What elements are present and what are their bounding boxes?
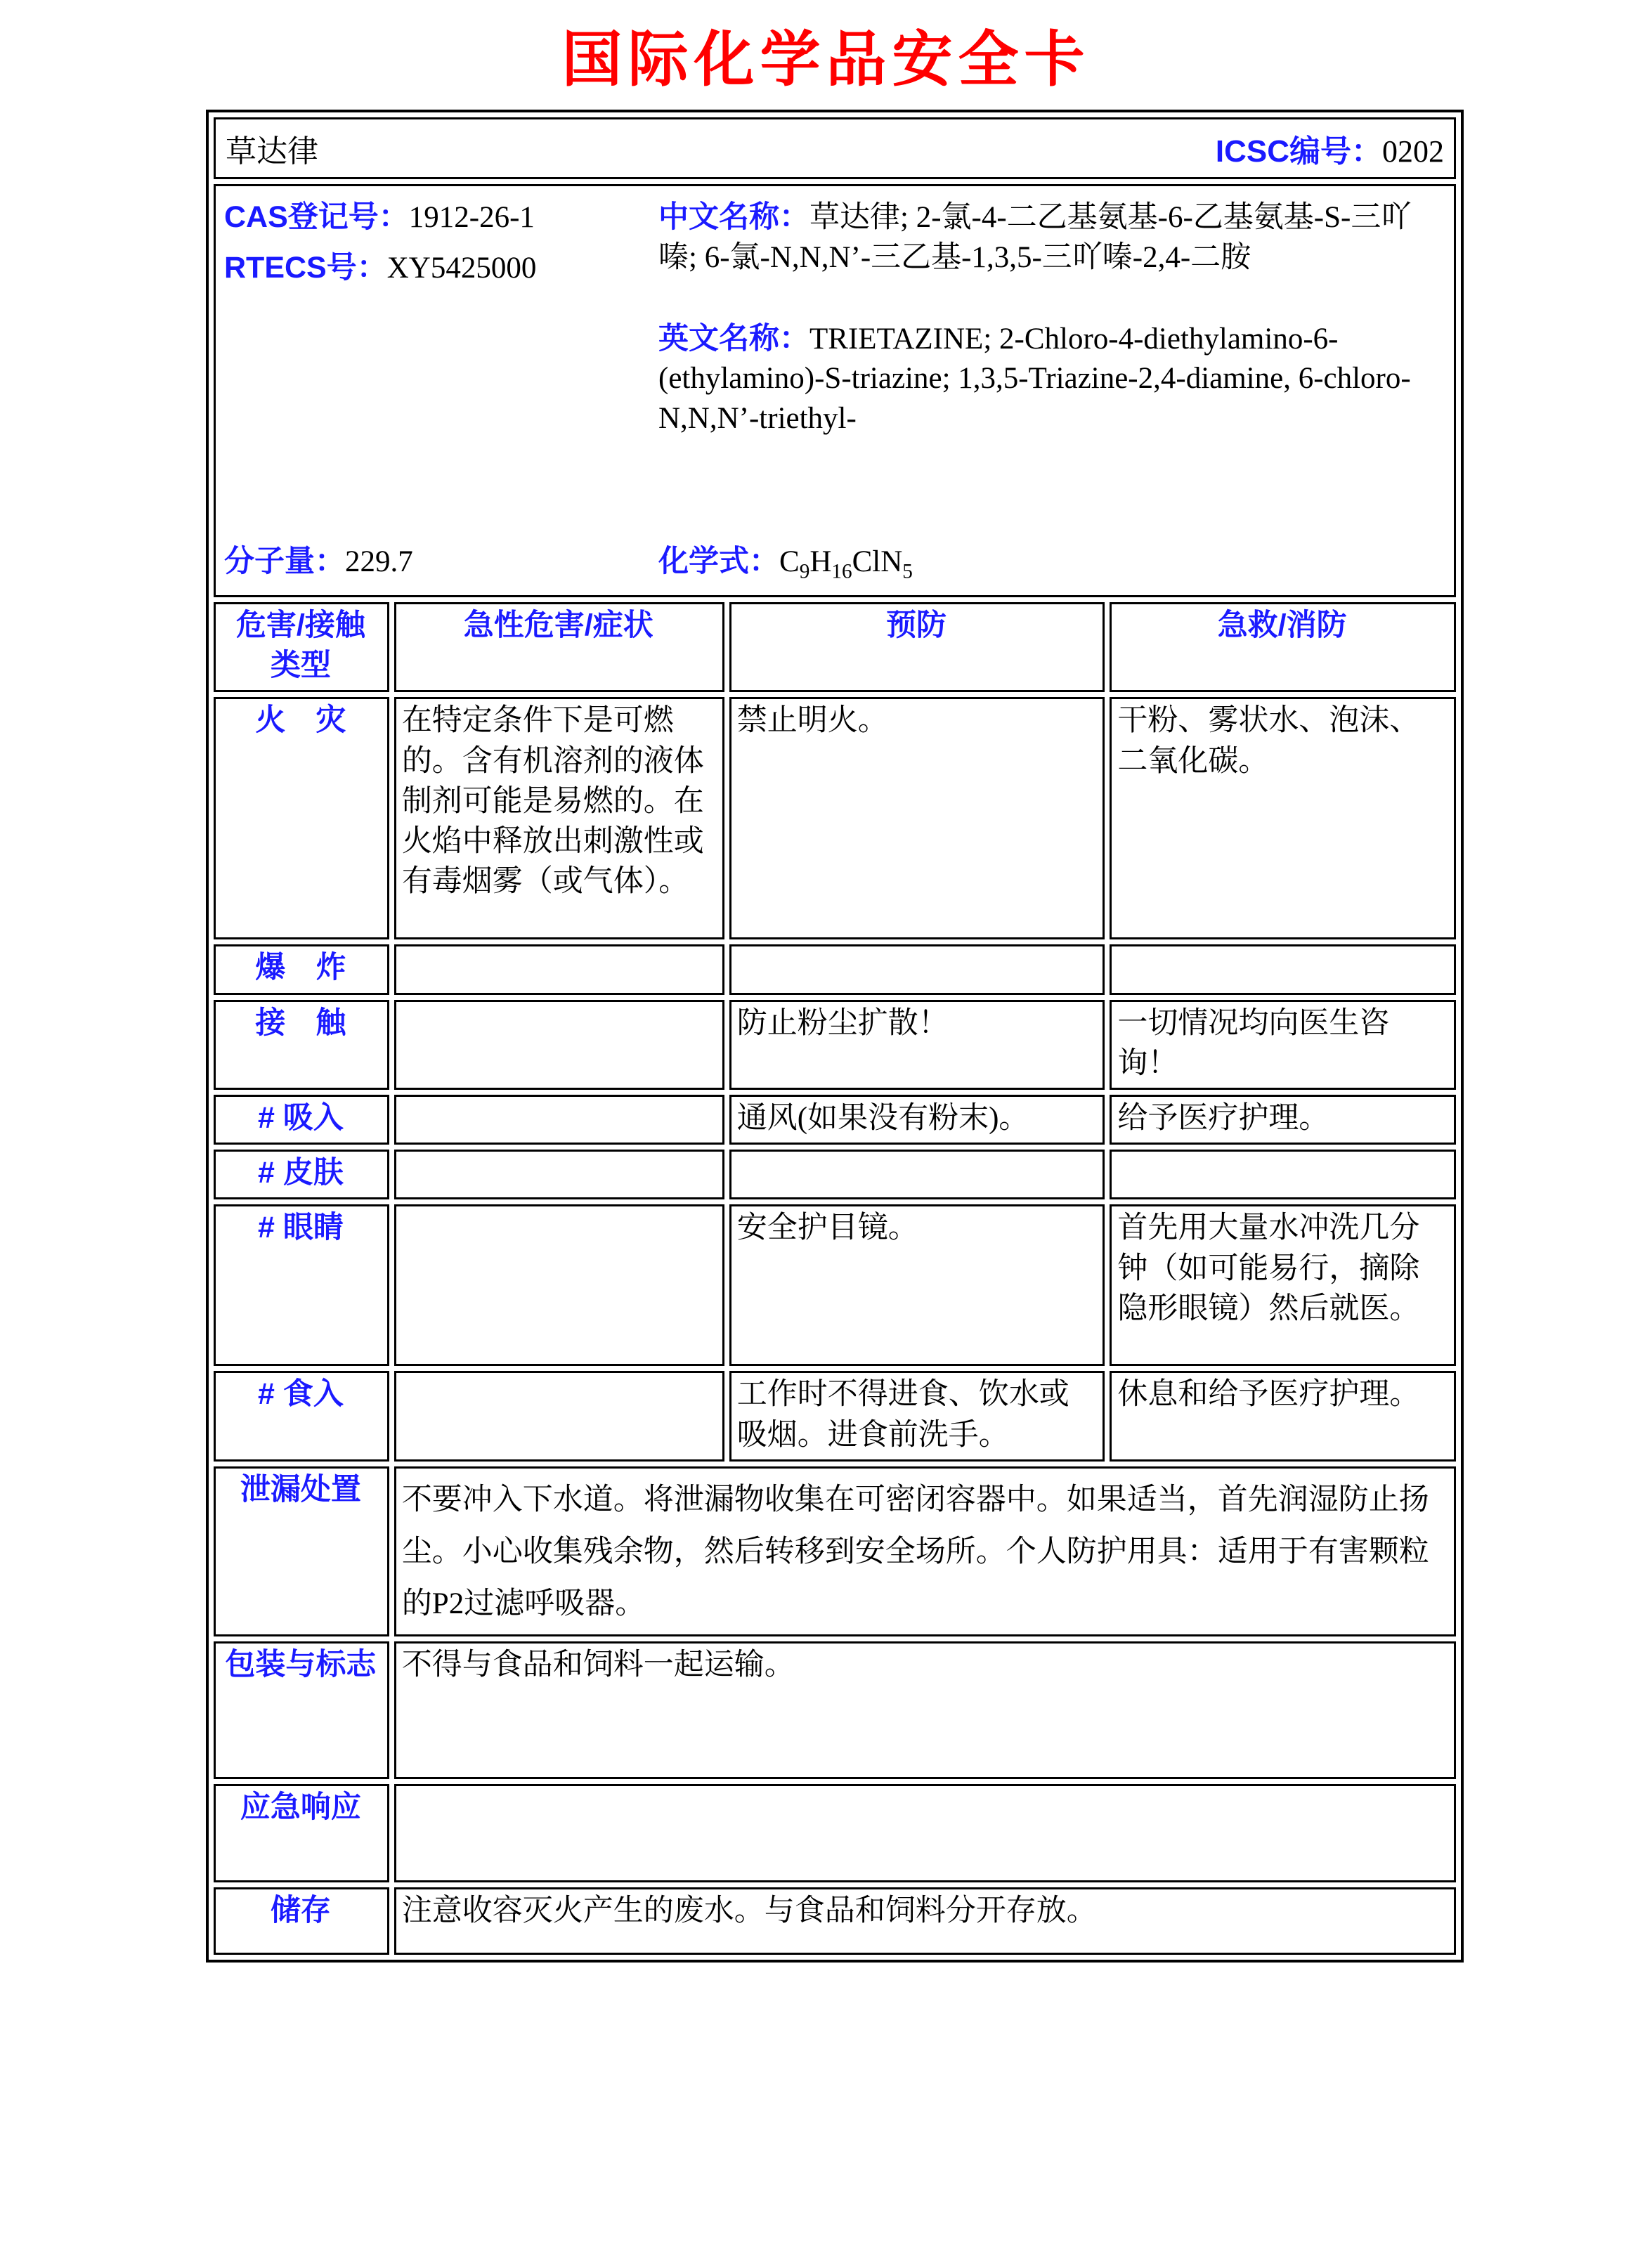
formula-part: ClN	[852, 545, 903, 579]
molecular-weight-label: 分子量：	[224, 545, 345, 579]
header-first-aid: 急救/消防	[1110, 602, 1456, 692]
header-hazard-type-line1: 危害/接触	[235, 608, 365, 642]
inhalation-label: # 吸入	[214, 1095, 389, 1145]
eyes-label: # 眼睛	[214, 1204, 389, 1366]
inhalation-symptoms-cell	[394, 1095, 724, 1145]
explosion-first-aid-cell	[1110, 944, 1456, 994]
chinese-name-label: 中文名称：	[658, 200, 809, 234]
formula-part: C	[779, 545, 800, 579]
icsc-number-group	[1216, 126, 1444, 171]
rtecs-value: XY5425000	[386, 251, 537, 285]
document-frame	[206, 110, 1464, 1963]
storage-content: 注意收容灭火产生的废水。与食品和饲料分开存放。	[394, 1887, 1456, 1955]
formula-subscript: 9	[799, 560, 810, 583]
spill-disposal-label: 泄漏处置	[214, 1466, 389, 1636]
header-hazard-type-line2: 类型	[270, 649, 331, 683]
rtecs-number-line	[224, 248, 658, 289]
section-row-emergency-response	[214, 1784, 1456, 1882]
skin-label: # 皮肤	[214, 1150, 389, 1199]
emergency-response-content	[394, 1784, 1456, 1882]
skin-prevention-cell	[729, 1150, 1105, 1199]
chemical-formula-value	[779, 545, 913, 583]
fire-label: 火 灾	[214, 697, 389, 939]
explosion-prevention-cell	[729, 944, 1105, 994]
formula-part: H	[809, 545, 832, 579]
packaging-labelling-label: 包装与标志	[214, 1641, 389, 1779]
inhalation-prevention-cell: 通风(如果没有粉末)。	[729, 1095, 1105, 1145]
section-row-packaging-labelling	[214, 1641, 1456, 1779]
spill-disposal-content: 不要冲入下水道。将泄漏物收集在可密闭容器中。如果适当，首先润湿防止扬尘。小心收集残余物，然后转移到安全场所。个人防护用具：适用于有害颗粒的P2过滤呼吸器。	[394, 1466, 1456, 1636]
explosion-label: 爆 炸	[214, 944, 389, 994]
storage-label: 储存	[214, 1887, 389, 1955]
section-row-spill-disposal	[214, 1466, 1456, 1636]
english-name-paragraph	[658, 319, 1431, 439]
ingestion-symptoms-cell	[394, 1371, 724, 1461]
packaging-labelling-content: 不得与食品和饲料一起运输。	[394, 1641, 1456, 1779]
icsc-number-label: ICSC编号：	[1215, 134, 1382, 169]
hazard-table-header-row	[214, 602, 1456, 692]
fire-prevention-cell: 禁止明火。	[729, 697, 1105, 939]
exposure-label: 接 触	[214, 1000, 389, 1090]
eyes-symptoms-cell	[394, 1204, 724, 1366]
ingestion-first-aid-cell: 休息和给予医疗护理。	[1110, 1371, 1456, 1461]
emergency-response-label: 应急响应	[214, 1784, 389, 1882]
fire-first-aid-cell: 干粉、雾状水、泡沫、二氧化碳。	[1110, 697, 1456, 939]
chinese-name-paragraph	[658, 197, 1431, 278]
exposure-symptoms-cell	[394, 1000, 724, 1090]
hazard-row-eyes	[214, 1204, 1456, 1366]
cas-value: 1912-26-1	[408, 201, 535, 234]
hazard-table	[209, 597, 1461, 1960]
chemical-formula-label: 化学式：	[658, 545, 779, 579]
formula-subscript: 16	[831, 560, 852, 583]
exposure-prevention-cell: 防止粉尘扩散！	[729, 1000, 1105, 1090]
inhalation-first-aid-cell: 给予医疗护理。	[1110, 1095, 1456, 1145]
chemical-formula-line	[658, 542, 1445, 582]
eyes-prevention-cell: 安全护目镜。	[729, 1204, 1105, 1366]
molecular-weight-line	[224, 542, 658, 582]
fire-symptoms-cell: 在特定条件下是可燃的。含有机溶剂的液体制剂可能是易燃的。在火焰中释放出刺激性或有毒烟雾（或气体）。	[394, 697, 724, 939]
ingestion-prevention-cell: 工作时不得进食、饮水或吸烟。进食前洗手。	[729, 1371, 1105, 1461]
english-name-value: TRIETAZINE; 2-Chloro-4-diethylamino-6-(ethylamino)-S-triazine; 1,3,5-Triazine-2,4-diamine, 6-chloro-N,N,N’-triethyl-	[658, 322, 1411, 435]
eyes-first-aid-cell: 首先用大量水冲洗几分钟（如可能易行，摘除隐形眼镜）然后就医。	[1110, 1204, 1456, 1366]
icsc-number-value: 0202	[1382, 134, 1444, 169]
english-name-label: 英文名称：	[658, 321, 809, 356]
cas-label: CAS登记号：	[224, 200, 409, 234]
ingestion-label: # 食入	[214, 1371, 389, 1461]
hazard-row-inhalation	[214, 1095, 1456, 1145]
hazard-row-fire	[214, 697, 1456, 939]
registry-numbers	[224, 197, 658, 542]
substance-name: 草达律	[226, 134, 318, 169]
page-title: 国际化学品安全卡	[561, 26, 1091, 93]
chemical-names	[658, 197, 1445, 542]
header-hazard-type	[214, 602, 389, 692]
hazard-row-explosion	[214, 944, 1456, 994]
rtecs-label: RTECS号：	[224, 250, 387, 285]
hazard-row-exposure	[214, 1000, 1456, 1090]
header-symptoms: 急性危害/症状	[394, 602, 724, 692]
header-prevention: 预防	[729, 602, 1105, 692]
cas-number-line	[224, 197, 658, 238]
skin-first-aid-cell	[1110, 1150, 1456, 1199]
hazard-row-skin	[214, 1150, 1456, 1199]
hazard-row-ingestion	[214, 1371, 1456, 1461]
chinese-name-value: 草达律; 2-氯-4-二乙基氨基-6-乙基氨基-S-三吖嗪; 6-氯-N,N,N’-三乙基-1,3,5-三吖嗪-2,4-二胺	[658, 201, 1412, 274]
exposure-first-aid-cell: 一切情况均向医生咨询！	[1110, 1000, 1456, 1090]
formula-subscript: 5	[902, 560, 913, 583]
skin-symptoms-cell	[394, 1150, 724, 1199]
header-box	[214, 117, 1456, 179]
section-row-storage	[214, 1887, 1456, 1955]
identity-box	[214, 184, 1456, 597]
explosion-symptoms-cell	[394, 944, 724, 994]
molecular-weight-value: 229.7	[345, 545, 413, 579]
